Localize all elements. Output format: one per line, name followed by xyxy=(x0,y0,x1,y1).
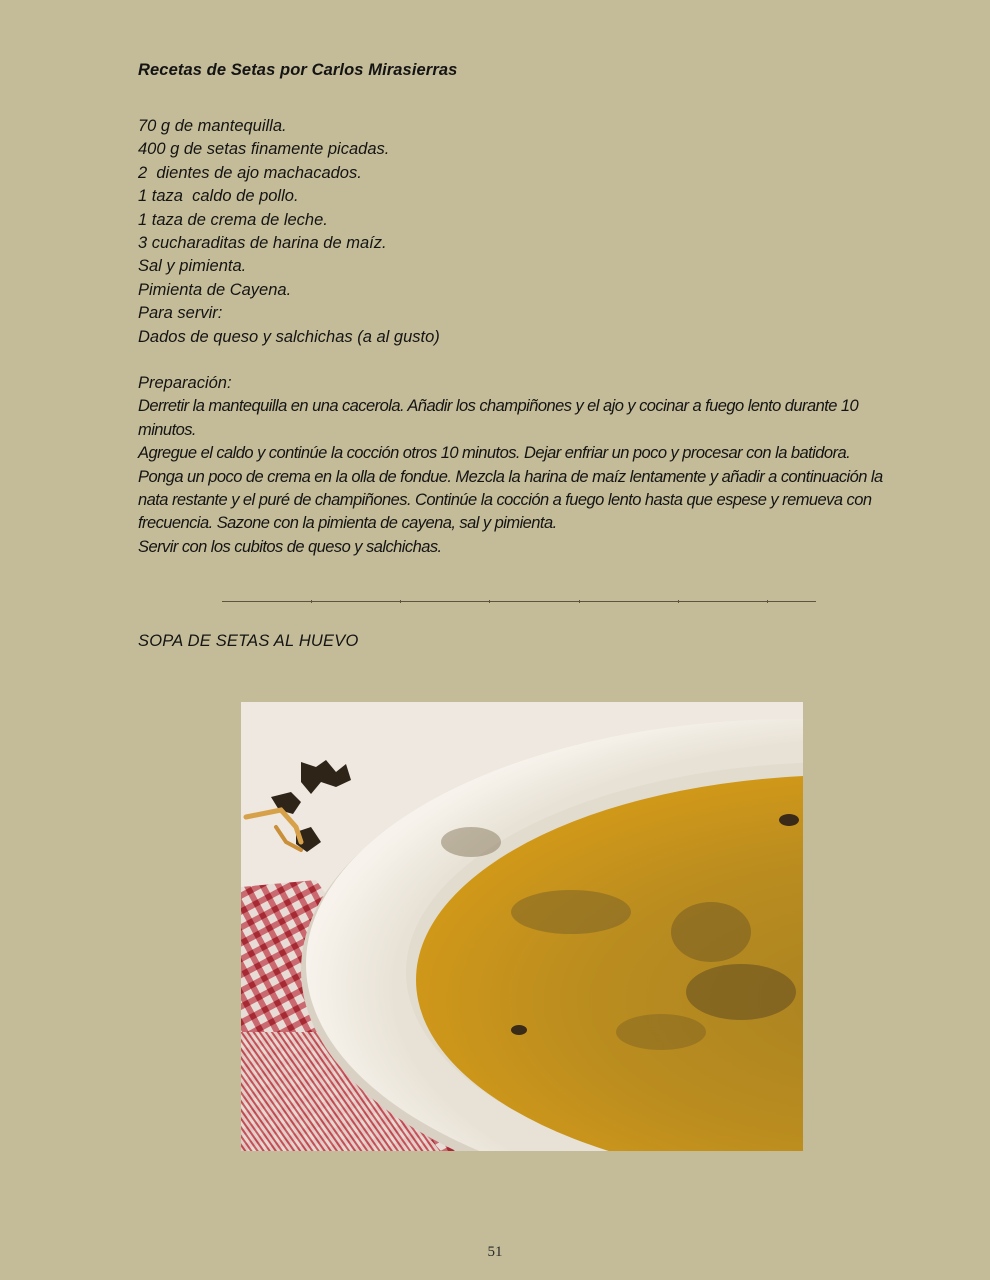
ingredient-item: Sal y pimienta. xyxy=(138,257,247,276)
preparation-step: Derretir la mantequilla en una cacerola. Añadir los champiñones y el ajo y cocinar a fuego lento durante 10 minutos. xyxy=(138,397,859,439)
soup-photo xyxy=(241,702,803,1151)
section-divider xyxy=(222,601,816,602)
ingredient-item: Dados de queso y salchichas (a al gusto) xyxy=(138,327,440,346)
ingredient-item: 400 g de setas finamente picadas. xyxy=(138,140,390,159)
ingredient-item: Pimienta de Cayena. xyxy=(138,280,292,299)
ingredient-item: 1 taza caldo de pollo. xyxy=(138,187,299,206)
page-number: 51 xyxy=(487,1244,503,1260)
ingredient-item: 1 taza de crema de leche. xyxy=(138,210,328,229)
preparation-section xyxy=(138,372,908,559)
preparation-step: Ponga un poco de crema en la olla de fondue. Mezcla la harina de maíz lentamente y añadir a continuación la nata restante y el puré de champiñones. Continúe la cocción a fuego lento hasta que espese y remueva con frecuencia. Sazone con la pimienta de cayena, sal y pimienta. xyxy=(138,467,883,533)
ingredient-item: 3 cucharaditas de harina de maíz. xyxy=(138,234,387,253)
preparation-step: Servir con los cubitos de queso y salchichas. xyxy=(138,537,442,556)
soup-bowl-image xyxy=(241,702,803,1151)
preparation-step: Agregue el caldo y continúe la cocción otros 10 minutos. Dejar enfriar un poco y procesar con la batidora. xyxy=(138,444,851,463)
ingredient-item: 2 dientes de ajo machacados. xyxy=(138,163,362,182)
ingredients-list xyxy=(138,115,440,349)
recipe-title: SOPA DE SETAS AL HUEVO xyxy=(138,632,359,650)
document-header: Recetas de Setas por Carlos Mirasierras xyxy=(138,61,458,79)
serving-label: Para servir: xyxy=(138,304,223,323)
ingredient-item: 70 g de mantequilla. xyxy=(138,117,287,135)
preparation-heading: Preparación: xyxy=(138,374,232,392)
